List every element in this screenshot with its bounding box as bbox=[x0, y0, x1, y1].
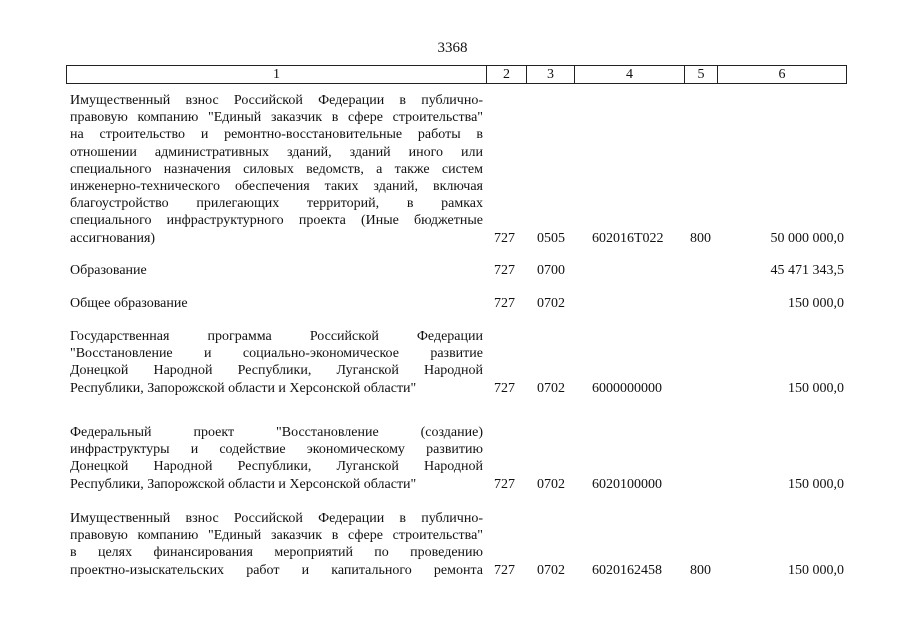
sum-value: 45 471 343,5 bbox=[770, 263, 844, 278]
description-line: Общее образование bbox=[70, 296, 188, 311]
gr-code: 727 bbox=[494, 263, 515, 278]
header-col-4: 4 bbox=[575, 66, 685, 84]
rzpr-code: 0702 bbox=[537, 476, 565, 492]
sum-value: 50 000 000,0 bbox=[770, 230, 844, 246]
description-line: проектно-изыскательских работ и капитального ремонта bbox=[70, 562, 483, 578]
budget-row bbox=[70, 424, 846, 494]
rzpr-code: 0702 bbox=[537, 562, 565, 578]
row-description bbox=[70, 92, 483, 247]
gr-code: 727 bbox=[494, 562, 515, 578]
csr-code: 6000000000 bbox=[592, 380, 662, 396]
csr-code: 6020162458 bbox=[592, 562, 662, 578]
budget-row bbox=[70, 295, 846, 313]
row-description bbox=[70, 424, 483, 493]
description-line: Имущественный взнос Российской Федерации в публично- bbox=[70, 511, 483, 526]
vr-code: 800 bbox=[690, 230, 711, 246]
sum-value: 150 000,0 bbox=[788, 296, 844, 311]
description-line: Донецкой Народной Республики, Луганской Народной bbox=[70, 363, 483, 379]
sum-value: 150 000,0 bbox=[788, 562, 844, 578]
gr-code: 727 bbox=[494, 380, 515, 396]
csr-code: 6020100000 bbox=[592, 476, 662, 492]
row-description bbox=[70, 262, 483, 279]
budget-row bbox=[70, 510, 846, 580]
description-line: Республики, Запорожской области и Херсонской области" bbox=[70, 476, 417, 492]
description-line: специального назначения силовых ведомств, а также систем bbox=[70, 161, 483, 177]
budget-row bbox=[70, 262, 846, 280]
row-description bbox=[70, 328, 483, 397]
csr-code: 602016Т022 bbox=[592, 230, 664, 246]
description-line: инфраструктуры и содействие экономическому развитию bbox=[70, 442, 483, 458]
column-number-header bbox=[66, 65, 847, 84]
vr-code: 800 bbox=[690, 562, 711, 578]
description-line: на строительство и ремонтно-восстановительные работы в bbox=[70, 127, 483, 143]
description-line: правовую компанию "Единый заказчик в сфере строительства" bbox=[70, 528, 483, 544]
page-number: 3368 bbox=[437, 40, 468, 56]
rzpr-code: 0702 bbox=[537, 296, 565, 311]
sum-value: 150 000,0 bbox=[788, 380, 844, 396]
gr-code: 727 bbox=[494, 296, 515, 311]
description-line: Республики, Запорожской области и Херсонской области" bbox=[70, 380, 417, 396]
row-description bbox=[70, 510, 483, 579]
description-line: специального инфраструктурного проекта (Иные бюджетные bbox=[70, 213, 483, 229]
header-col-6: 6 bbox=[718, 66, 847, 84]
row-description bbox=[70, 295, 483, 312]
description-line: "Восстановление и социально-экономическое развитие bbox=[70, 346, 483, 362]
description-line: Донецкой Народной Республики, Луганской Народной bbox=[70, 459, 483, 475]
header-col-1: 1 bbox=[67, 66, 487, 84]
rzpr-code: 0700 bbox=[537, 263, 565, 278]
gr-code: 727 bbox=[494, 476, 515, 492]
sum-value: 150 000,0 bbox=[788, 476, 844, 492]
description-line: инженерно-технического обеспечения таких зданий, включая bbox=[70, 179, 483, 195]
description-line: Федеральный проект "Восстановление (создание) bbox=[70, 425, 483, 440]
gr-code: 727 bbox=[494, 230, 515, 246]
description-line: правовую компанию "Единый заказчик в сфере строительства" bbox=[70, 110, 483, 126]
description-line: отношении административных зданий, зданий иного или bbox=[70, 144, 483, 160]
description-line: в целях финансирования мероприятий по проведению bbox=[70, 545, 483, 561]
description-line: Имущественный взнос Российской Федерации в публично- bbox=[70, 93, 483, 108]
budget-row bbox=[70, 92, 846, 252]
description-line: благоустройство прилегающих территорий, в рамках bbox=[70, 196, 483, 212]
header-col-3: 3 bbox=[527, 66, 575, 84]
rzpr-code: 0505 bbox=[537, 230, 565, 246]
header-col-2: 2 bbox=[487, 66, 527, 84]
budget-row bbox=[70, 328, 846, 398]
description-line: Государственная программа Российской Федерации bbox=[70, 329, 483, 344]
header-col-5: 5 bbox=[685, 66, 718, 84]
description-line: ассигнования) bbox=[70, 230, 156, 246]
rzpr-code: 0702 bbox=[537, 380, 565, 396]
description-line: Образование bbox=[70, 263, 147, 278]
